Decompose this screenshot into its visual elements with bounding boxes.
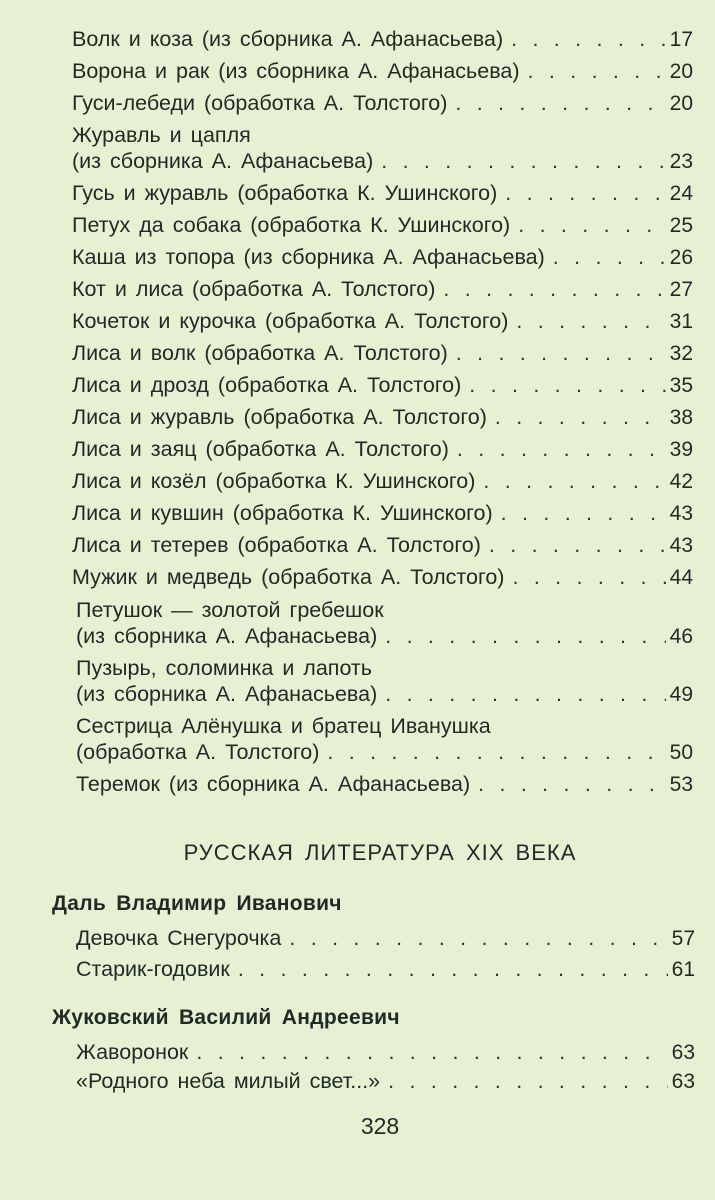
section-title: РУССКАЯ ЛИТЕРАТУРА XIX ВЕКА	[183, 840, 577, 865]
dot-leader	[327, 739, 665, 765]
toc-entry-title-line1: Журавль и цапля	[72, 123, 251, 147]
toc-entry-page: 53	[669, 773, 693, 796]
toc-entry-page: 17	[669, 28, 693, 51]
toc-entry-page: 57	[671, 927, 695, 950]
toc-entry-page: 31	[669, 310, 693, 333]
dot-leader	[501, 500, 666, 526]
toc-entry-title: Ворона и рак (из сборника А. Афанасьева)	[72, 59, 520, 83]
toc-entry-title: (обработка А. Толстого)	[76, 740, 320, 764]
dot-leader	[238, 956, 668, 982]
dot-leader	[469, 372, 665, 398]
toc-entry-title: Теремок (из сборника А. Афанасьева)	[76, 772, 471, 796]
toc-entry-title: Старик-годовик	[76, 957, 230, 981]
toc-entry	[76, 925, 695, 952]
toc-entry-title: Лиса и журавль (обработка А. Толстого)	[72, 405, 487, 429]
toc-entry-page: 63	[671, 1041, 695, 1064]
toc-entry-title: Кочеток и курочка (обработка А. Толстого)	[72, 309, 509, 333]
toc-entry	[72, 372, 693, 399]
toc-entry-page: 50	[669, 741, 693, 764]
dot-leader	[478, 771, 666, 797]
dot-leader	[518, 212, 665, 238]
toc-entry	[72, 90, 693, 117]
toc-entry-page: 63	[671, 1070, 695, 1093]
toc-entry	[72, 276, 693, 303]
toc-entry-title: Жаворонок	[76, 1040, 189, 1064]
toc-entry	[76, 1068, 695, 1095]
toc-entry-title: Лиса и волк (обработка А. Толстого)	[72, 341, 448, 365]
dot-leader	[511, 26, 666, 52]
toc-entry	[72, 500, 693, 527]
dot-leader	[495, 404, 666, 430]
dot-leader	[512, 564, 665, 590]
toc-entry-page: 44	[669, 566, 693, 589]
toc-entry-title: (из сборника А. Афанасьева)	[76, 624, 378, 648]
toc-entry	[72, 532, 693, 559]
toc-entry	[72, 340, 693, 367]
toc-entry-title: Кот и лиса (обработка А. Толстого)	[72, 277, 436, 301]
toc-entry-title: Девочка Снегурочка	[76, 926, 282, 950]
toc-entry-page: 23	[669, 150, 693, 173]
dot-leader	[385, 623, 665, 649]
dot-leader	[553, 244, 666, 270]
dot-leader	[505, 180, 665, 206]
toc-entry-title: Лиса и дрозд (обработка А. Толстого)	[72, 373, 462, 397]
toc-entry-title: Лиса и тетерев (обработка А. Толстого)	[72, 533, 481, 557]
toc-entry-title: Лиса и козёл (обработка К. Ушинского)	[72, 469, 476, 493]
toc-entry-title: Гуси-лебеди (обработка А. Толстого)	[72, 91, 448, 115]
toc-entry-page: 27	[669, 278, 693, 301]
dot-leader	[289, 925, 667, 951]
toc-entry	[76, 681, 693, 708]
toc-entry	[76, 623, 693, 650]
dot-leader	[516, 308, 665, 334]
dot-leader	[455, 90, 665, 116]
toc-entry	[72, 180, 693, 207]
dot-leader	[483, 468, 665, 494]
toc-entry-page: 32	[669, 342, 693, 365]
toc-entry	[72, 468, 693, 495]
toc-entry	[76, 956, 695, 983]
toc-entry	[72, 436, 693, 463]
toc-entry	[72, 26, 693, 53]
toc-entry-page: 43	[669, 534, 693, 557]
toc-entry-page: 49	[669, 683, 693, 706]
page-number: 328	[360, 1113, 400, 1139]
toc-entry	[72, 58, 693, 85]
toc-entry-title-line1: Сестрица Алёнушка и братец Иванушка	[76, 714, 491, 738]
toc-entry	[72, 564, 693, 591]
toc-entry-page: 35	[669, 374, 693, 397]
toc-entry	[72, 308, 693, 335]
toc-entry-title: Мужик и медведь (обработка А. Толстого)	[72, 565, 505, 589]
toc-entry-title: «Родного неба милый свет...»	[76, 1069, 381, 1093]
toc-entry-title: Лиса и заяц (обработка А. Толстого)	[72, 437, 449, 461]
dot-leader	[381, 148, 665, 174]
toc-entry-title: Волк и коза (из сборника А. Афанасьева)	[72, 27, 504, 51]
dot-leader	[196, 1039, 667, 1065]
toc-entry	[72, 244, 693, 271]
dot-leader	[489, 532, 666, 558]
toc-entry-page: 38	[669, 406, 693, 429]
toc-entry-title-line1: Пузырь, соломинка и лапоть	[76, 656, 372, 680]
toc-entry	[72, 404, 693, 431]
toc-entry-page: 20	[669, 92, 693, 115]
toc-entry-title: (из сборника А. Афанасьева)	[72, 149, 374, 173]
dot-leader	[388, 1068, 667, 1094]
toc-entry-page: 42	[669, 470, 693, 493]
toc-entry-page: 26	[669, 246, 693, 269]
dot-leader	[385, 681, 665, 707]
toc-entry-page: 46	[669, 625, 693, 648]
toc-entry	[72, 212, 693, 239]
toc-entry	[76, 1039, 695, 1066]
dot-leader	[528, 58, 666, 84]
dot-leader	[456, 340, 666, 366]
toc-entry-page: 20	[669, 60, 693, 83]
toc-entry	[76, 739, 693, 766]
toc-entry-page: 61	[671, 958, 695, 981]
toc-entry	[72, 148, 693, 175]
toc-entry	[76, 771, 693, 798]
toc-entry-page: 25	[669, 214, 693, 237]
toc-entry-title: (из сборника А. Афанасьева)	[76, 682, 378, 706]
toc-entry-title: Петух да собака (обработка К. Ушинского)	[72, 213, 511, 237]
toc-entry-page: 24	[669, 182, 693, 205]
toc-entry-title: Гусь и журавль (обработка К. Ушинского)	[72, 181, 498, 205]
dot-leader	[443, 276, 665, 302]
dot-leader	[457, 436, 666, 462]
toc-entry-page: 43	[669, 502, 693, 525]
toc-entry-title: Лиса и кувшин (обработка К. Ушинского)	[72, 501, 493, 525]
toc-entry-title: Каша из топора (из сборника А. Афанасьева)	[72, 245, 545, 269]
toc-entry-page: 39	[669, 438, 693, 461]
author-name: Жуковский Василий Андреевич	[52, 1006, 400, 1029]
author-name: Даль Владимир Иванович	[52, 892, 342, 915]
toc-entry-title-line1: Петушок — золотой гребешок	[76, 598, 384, 622]
